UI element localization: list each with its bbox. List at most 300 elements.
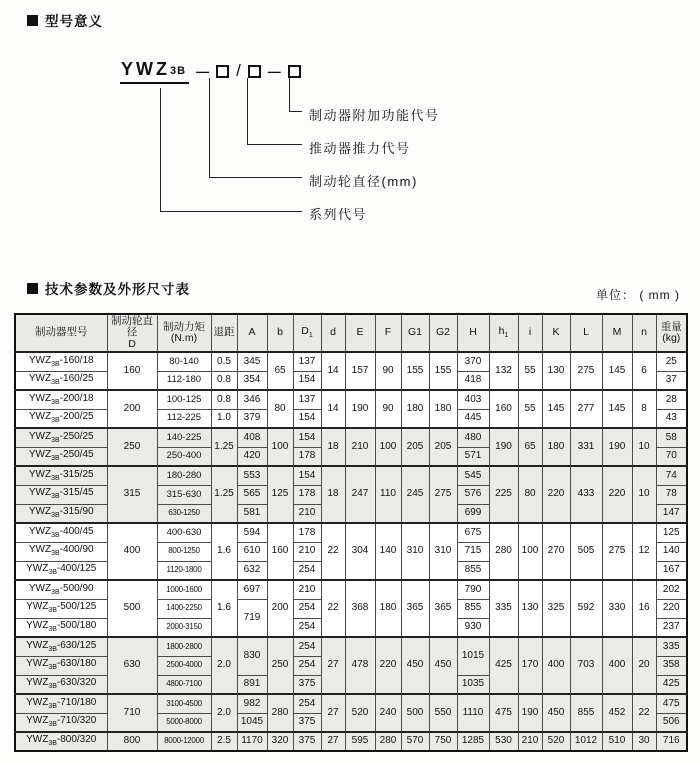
table-cell: 65: [267, 352, 293, 390]
dash-separator: —: [267, 63, 281, 79]
column-header: K: [542, 314, 570, 352]
table-row: [15, 466, 687, 485]
table-cell: 2.5: [211, 732, 237, 751]
table-cell: 0.5: [211, 352, 237, 371]
table-cell: 100: [375, 428, 401, 466]
torque-cell: 100-125: [157, 390, 211, 409]
table-cell: 550: [429, 694, 457, 732]
table-cell: 178: [293, 523, 321, 542]
torque-cell: 1400-2250: [157, 599, 211, 618]
connector-line-function: [289, 78, 302, 112]
table-cell: 325: [542, 580, 570, 637]
section-title-text: 型号意义: [45, 14, 103, 29]
weight-cell: 425: [656, 675, 687, 694]
table-cell: 331: [570, 428, 602, 466]
column-header: 重量 (kg): [656, 314, 687, 352]
diameter-cell: 200: [107, 390, 157, 428]
table-cell: 400: [602, 637, 632, 694]
diameter-cell: 500: [107, 580, 157, 637]
table-cell: 280: [375, 732, 401, 751]
table-cell: 375: [293, 732, 321, 751]
weight-cell: 58: [656, 428, 687, 447]
table-cell: 365: [429, 580, 457, 637]
table-cell: 719: [237, 599, 267, 637]
section-model-meaning-title: [27, 10, 103, 30]
table-cell: 1170: [237, 732, 267, 751]
table-cell: 280: [267, 694, 293, 732]
table-cell: 245: [401, 466, 429, 523]
torque-cell: 112-180: [157, 371, 211, 390]
table-row: [15, 637, 687, 656]
diagram-label-function: 制动器附加功能代号: [309, 108, 440, 123]
model-cell: $YWZ_{3B}-500/180$: [15, 618, 107, 637]
table-cell: 254: [293, 599, 321, 618]
table-cell: 450: [401, 637, 429, 694]
table-cell: 530: [489, 732, 518, 751]
table-cell: 1015: [457, 637, 489, 675]
table-cell: 375: [293, 675, 321, 694]
table-cell: 304: [345, 523, 375, 580]
table-cell: 475: [489, 694, 518, 732]
weight-cell: 25: [656, 352, 687, 371]
weight-cell: 335: [656, 637, 687, 656]
column-header: G1: [401, 314, 429, 352]
unit-note: 单位： ( mm ): [596, 288, 680, 302]
table-cell: 80: [267, 390, 293, 428]
table-cell: 370: [457, 352, 489, 371]
slash-separator: /: [236, 61, 241, 80]
square-bullet-icon: [27, 283, 38, 294]
table-cell: 610: [237, 542, 267, 561]
column-header: d: [321, 314, 345, 352]
diameter-cell: 400: [107, 523, 157, 580]
torque-cell: 140-225: [157, 428, 211, 447]
table-cell: 154: [293, 371, 321, 390]
table-cell: 145: [542, 390, 570, 428]
table-cell: 1035: [457, 675, 489, 694]
table-cell: 22: [632, 694, 656, 732]
table-cell: 345: [237, 352, 267, 371]
diameter-cell: 800: [107, 732, 157, 751]
spec-table-wrap: [14, 313, 688, 752]
column-header: n: [632, 314, 656, 352]
table-cell: 855: [570, 694, 602, 732]
table-cell: 1.0: [211, 409, 237, 428]
model-cell: $YWZ_{3B}-630/125$: [15, 637, 107, 656]
table-cell: 190: [518, 694, 542, 732]
column-header: H: [457, 314, 489, 352]
table-cell: 27: [321, 732, 345, 751]
table-cell: 1.25: [211, 466, 237, 523]
table-cell: 160: [267, 523, 293, 580]
table-cell: 210: [293, 504, 321, 523]
table-cell: 55: [518, 390, 542, 428]
column-header: 制动力矩 (N.m): [157, 314, 211, 352]
placeholder-box-thrust: [248, 65, 261, 78]
table-cell: 595: [345, 732, 375, 751]
table-cell: 354: [237, 371, 267, 390]
table-cell: 1012: [570, 732, 602, 751]
table-cell: 12: [632, 523, 656, 580]
table-cell: 180: [542, 428, 570, 466]
table-cell: 170: [518, 637, 542, 694]
column-header: i: [518, 314, 542, 352]
header-row: [15, 314, 687, 352]
table-cell: 510: [602, 732, 632, 751]
table-cell: 275: [570, 352, 602, 390]
table-cell: 210: [518, 732, 542, 751]
table-cell: 254: [293, 561, 321, 580]
table-cell: 190: [345, 390, 375, 428]
table-cell: 408: [237, 428, 267, 447]
table-cell: 452: [602, 694, 632, 732]
weight-cell: 358: [656, 656, 687, 675]
table-cell: 90: [375, 390, 401, 428]
torque-cell: 400-630: [157, 523, 211, 542]
weight-cell: 28: [656, 390, 687, 409]
table-cell: 210: [293, 542, 321, 561]
table-cell: 10: [632, 466, 656, 523]
column-header: b: [267, 314, 293, 352]
torque-cell: 8000-12000: [157, 732, 211, 751]
table-cell: 335: [489, 580, 518, 637]
table-cell: 220: [375, 637, 401, 694]
table-cell: 478: [345, 637, 375, 694]
table-cell: 500: [401, 694, 429, 732]
series-code-text: YWZ3B: [120, 59, 189, 84]
model-cell: $YWZ_{3B}-160/18$: [15, 352, 107, 371]
table-cell: 20: [632, 637, 656, 694]
model-cell: $YWZ_{3B}-160/25$: [15, 371, 107, 390]
table-cell: 65: [518, 428, 542, 466]
table-cell: 403: [457, 390, 489, 409]
table-cell: 418: [457, 371, 489, 390]
weight-cell: 147: [656, 504, 687, 523]
model-cell: $YWZ_{3B}-400/45$: [15, 523, 107, 542]
table-cell: 10: [632, 428, 656, 466]
column-header: E: [345, 314, 375, 352]
diameter-cell: 160: [107, 352, 157, 390]
table-cell: 565: [237, 485, 267, 504]
table-cell: 190: [489, 428, 518, 466]
model-cell: $YWZ_{3B}-315/25$: [15, 466, 107, 485]
table-cell: 205: [429, 428, 457, 466]
table-cell: 27: [321, 637, 345, 694]
table-cell: 1285: [457, 732, 489, 751]
table-cell: 254: [293, 618, 321, 637]
weight-cell: 506: [656, 713, 687, 732]
table-cell: 571: [457, 447, 489, 466]
table-row: [15, 732, 687, 751]
diagram-label-diameter: 制动轮直径(mm): [309, 174, 418, 189]
weight-cell: 167: [656, 561, 687, 580]
table-cell: 6: [632, 352, 656, 390]
table-cell: 110: [375, 466, 401, 523]
torque-cell: 4800-7100: [157, 675, 211, 694]
table-cell: 190: [602, 428, 632, 466]
column-header: 制动器型号: [15, 314, 107, 352]
torque-cell: 80-140: [157, 352, 211, 371]
table-cell: 180: [375, 580, 401, 637]
table-cell: 445: [457, 409, 489, 428]
table-cell: 180: [429, 390, 457, 428]
table-cell: 178: [293, 485, 321, 504]
weight-cell: 70: [656, 447, 687, 466]
table-cell: 27: [321, 694, 345, 732]
table-cell: 90: [375, 352, 401, 390]
square-bullet-icon: [27, 15, 38, 26]
table-cell: 1110: [457, 694, 489, 732]
table-cell: 0.8: [211, 371, 237, 390]
dash-separator: —: [196, 63, 210, 79]
table-cell: 830: [237, 637, 267, 675]
table-cell: 140: [375, 523, 401, 580]
diameter-cell: 710: [107, 694, 157, 732]
table-cell: 277: [570, 390, 602, 428]
table-cell: 100: [267, 428, 293, 466]
weight-cell: 78: [656, 485, 687, 504]
table-cell: 425: [489, 637, 518, 694]
table-cell: 2.0: [211, 637, 237, 694]
weight-cell: 237: [656, 618, 687, 637]
model-cell: $YWZ_{3B}-630/320$: [15, 675, 107, 694]
table-cell: 125: [267, 466, 293, 523]
column-header: L: [570, 314, 602, 352]
torque-cell: 630-1250: [157, 504, 211, 523]
column-header: M: [602, 314, 632, 352]
model-cell: $YWZ_{3B}-315/45$: [15, 485, 107, 504]
table-cell: 576: [457, 485, 489, 504]
table-cell: 145: [602, 390, 632, 428]
table-cell: 155: [429, 352, 457, 390]
torque-cell: 112-225: [157, 409, 211, 428]
diagram-label-series: 系列代号: [309, 207, 368, 222]
torque-cell: 180-280: [157, 466, 211, 485]
diameter-cell: 250: [107, 428, 157, 466]
table-cell: 132: [489, 352, 518, 390]
table-cell: 310: [429, 523, 457, 580]
table-cell: 375: [293, 713, 321, 732]
column-header: 制动轮直径 D: [107, 314, 157, 352]
table-cell: 14: [321, 352, 345, 390]
table-cell: 520: [345, 694, 375, 732]
table-cell: 592: [570, 580, 602, 637]
table-row: [15, 580, 687, 599]
table-cell: 16: [632, 580, 656, 637]
table-row: [15, 390, 687, 409]
table-cell: 22: [321, 580, 345, 637]
table-cell: 505: [570, 523, 602, 580]
table-cell: 553: [237, 466, 267, 485]
model-cell: $YWZ_{3B}-710/320$: [15, 713, 107, 732]
column-header: G2: [429, 314, 457, 352]
weight-cell: 475: [656, 694, 687, 713]
table-cell: 275: [602, 523, 632, 580]
section-title-text: 技术参数及外形尺寸表: [45, 282, 190, 297]
table-row: [15, 694, 687, 713]
table-cell: 55: [518, 352, 542, 390]
weight-cell: 202: [656, 580, 687, 599]
model-cell: $YWZ_{3B}-400/125$: [15, 561, 107, 580]
table-cell: 1.6: [211, 523, 237, 580]
table-cell: 154: [293, 466, 321, 485]
table-cell: 254: [293, 637, 321, 656]
table-cell: 450: [542, 694, 570, 732]
table-cell: 400: [542, 637, 570, 694]
model-cell: $YWZ_{3B}-500/125$: [15, 599, 107, 618]
torque-cell: 800-1250: [157, 542, 211, 561]
table-cell: 594: [237, 523, 267, 542]
column-header: $h_1$: [489, 314, 518, 352]
table-cell: 8: [632, 390, 656, 428]
table-cell: 520: [542, 732, 570, 751]
table-cell: 275: [429, 466, 457, 523]
table-cell: 210: [345, 428, 375, 466]
table-cell: 750: [429, 732, 457, 751]
model-cell: $YWZ_{3B}-250/45$: [15, 447, 107, 466]
table-cell: 155: [401, 352, 429, 390]
table-cell: 18: [321, 466, 345, 523]
table-cell: 930: [457, 618, 489, 637]
model-cell: $YWZ_{3B}-315/90$: [15, 504, 107, 523]
table-cell: 200: [267, 580, 293, 637]
table-cell: 450: [429, 637, 457, 694]
table-cell: 240: [375, 694, 401, 732]
table-cell: 703: [570, 637, 602, 694]
torque-cell: 2500-4000: [157, 656, 211, 675]
table-cell: 180: [401, 390, 429, 428]
column-header: $D_1$: [293, 314, 321, 352]
table-cell: 715: [457, 542, 489, 561]
table-cell: 632: [237, 561, 267, 580]
torque-cell: 2000-3150: [157, 618, 211, 637]
table-cell: 699: [457, 504, 489, 523]
column-header: A: [237, 314, 267, 352]
table-cell: 365: [401, 580, 429, 637]
table-cell: 157: [345, 352, 375, 390]
table-cell: 855: [457, 599, 489, 618]
torque-cell: 250-400: [157, 447, 211, 466]
table-cell: 220: [542, 466, 570, 523]
table-cell: 368: [345, 580, 375, 637]
diagram-label-thrust: 推动器推力代号: [309, 141, 411, 156]
table-cell: 675: [457, 523, 489, 542]
table-cell: 130: [542, 352, 570, 390]
table-cell: 1045: [237, 713, 267, 732]
torque-cell: 1120-1800: [157, 561, 211, 580]
model-cell: $YWZ_{3B}-800/320$: [15, 732, 107, 751]
weight-cell: 74: [656, 466, 687, 485]
table-cell: 330: [602, 580, 632, 637]
model-cell: $YWZ_{3B}-200/25$: [15, 409, 107, 428]
column-header: 退距: [211, 314, 237, 352]
column-header: F: [375, 314, 401, 352]
table-cell: 137: [293, 352, 321, 371]
table-cell: 154: [293, 428, 321, 447]
placeholder-box-diameter: [216, 65, 229, 78]
table-cell: 420: [237, 447, 267, 466]
table-cell: 1.6: [211, 580, 237, 637]
table-row: [15, 428, 687, 447]
table-cell: 280: [489, 523, 518, 580]
table-cell: 178: [293, 447, 321, 466]
table-cell: 130: [518, 580, 542, 637]
model-cell: $YWZ_{3B}-630/180$: [15, 656, 107, 675]
model-cell: $YWZ_{3B}-400/90$: [15, 542, 107, 561]
table-cell: 250: [267, 637, 293, 694]
table-cell: 18: [321, 428, 345, 466]
table-cell: 225: [489, 466, 518, 523]
table-cell: 30: [632, 732, 656, 751]
spec-table: [14, 313, 688, 752]
table-cell: 480: [457, 428, 489, 447]
table-cell: 220: [602, 466, 632, 523]
table-cell: 982: [237, 694, 267, 713]
table-cell: 891: [237, 675, 267, 694]
table-cell: 14: [321, 390, 345, 428]
model-cell: $YWZ_{3B}-200/18$: [15, 390, 107, 409]
table-cell: 254: [293, 656, 321, 675]
table-cell: 270: [542, 523, 570, 580]
table-cell: 80: [518, 466, 542, 523]
table-cell: 210: [293, 580, 321, 599]
table-cell: 0.8: [211, 390, 237, 409]
weight-cell: 716: [656, 732, 687, 751]
table-cell: 2.0: [211, 694, 237, 732]
weight-cell: 220: [656, 599, 687, 618]
table-cell: 254: [293, 694, 321, 713]
table-cell: 790: [457, 580, 489, 599]
torque-cell: 315-630: [157, 485, 211, 504]
table-cell: 205: [401, 428, 429, 466]
placeholder-box-function: [288, 65, 301, 78]
table-cell: 697: [237, 580, 267, 599]
section-spec-table-title: [27, 278, 190, 298]
torque-cell: 1000-1600: [157, 580, 211, 599]
table-cell: 379: [237, 409, 267, 428]
model-cell: $YWZ_{3B}-500/90$: [15, 580, 107, 599]
model-cell: $YWZ_{3B}-710/180$: [15, 694, 107, 713]
table-cell: 581: [237, 504, 267, 523]
table-cell: 154: [293, 409, 321, 428]
torque-cell: 5000-8000: [157, 713, 211, 732]
model-cell: $YWZ_{3B}-250/25$: [15, 428, 107, 447]
table-cell: 346: [237, 390, 267, 409]
torque-cell: 1800-2800: [157, 637, 211, 656]
table-cell: 433: [570, 466, 602, 523]
weight-cell: 43: [656, 409, 687, 428]
table-cell: 545: [457, 466, 489, 485]
table-cell: 1.25: [211, 428, 237, 466]
table-cell: 137: [293, 390, 321, 409]
table-cell: 855: [457, 561, 489, 580]
weight-cell: 125: [656, 523, 687, 542]
table-cell: 247: [345, 466, 375, 523]
weight-cell: 140: [656, 542, 687, 561]
table-cell: 100: [518, 523, 542, 580]
diameter-cell: 315: [107, 466, 157, 523]
table-cell: 160: [489, 390, 518, 428]
table-row: [15, 523, 687, 542]
table-cell: 570: [401, 732, 429, 751]
weight-cell: 37: [656, 371, 687, 390]
table-cell: 22: [321, 523, 345, 580]
series-code-suffix: 3B: [170, 64, 187, 77]
table-cell: 310: [401, 523, 429, 580]
table-cell: 320: [267, 732, 293, 751]
table-row: [15, 352, 687, 371]
table-cell: 145: [602, 352, 632, 390]
